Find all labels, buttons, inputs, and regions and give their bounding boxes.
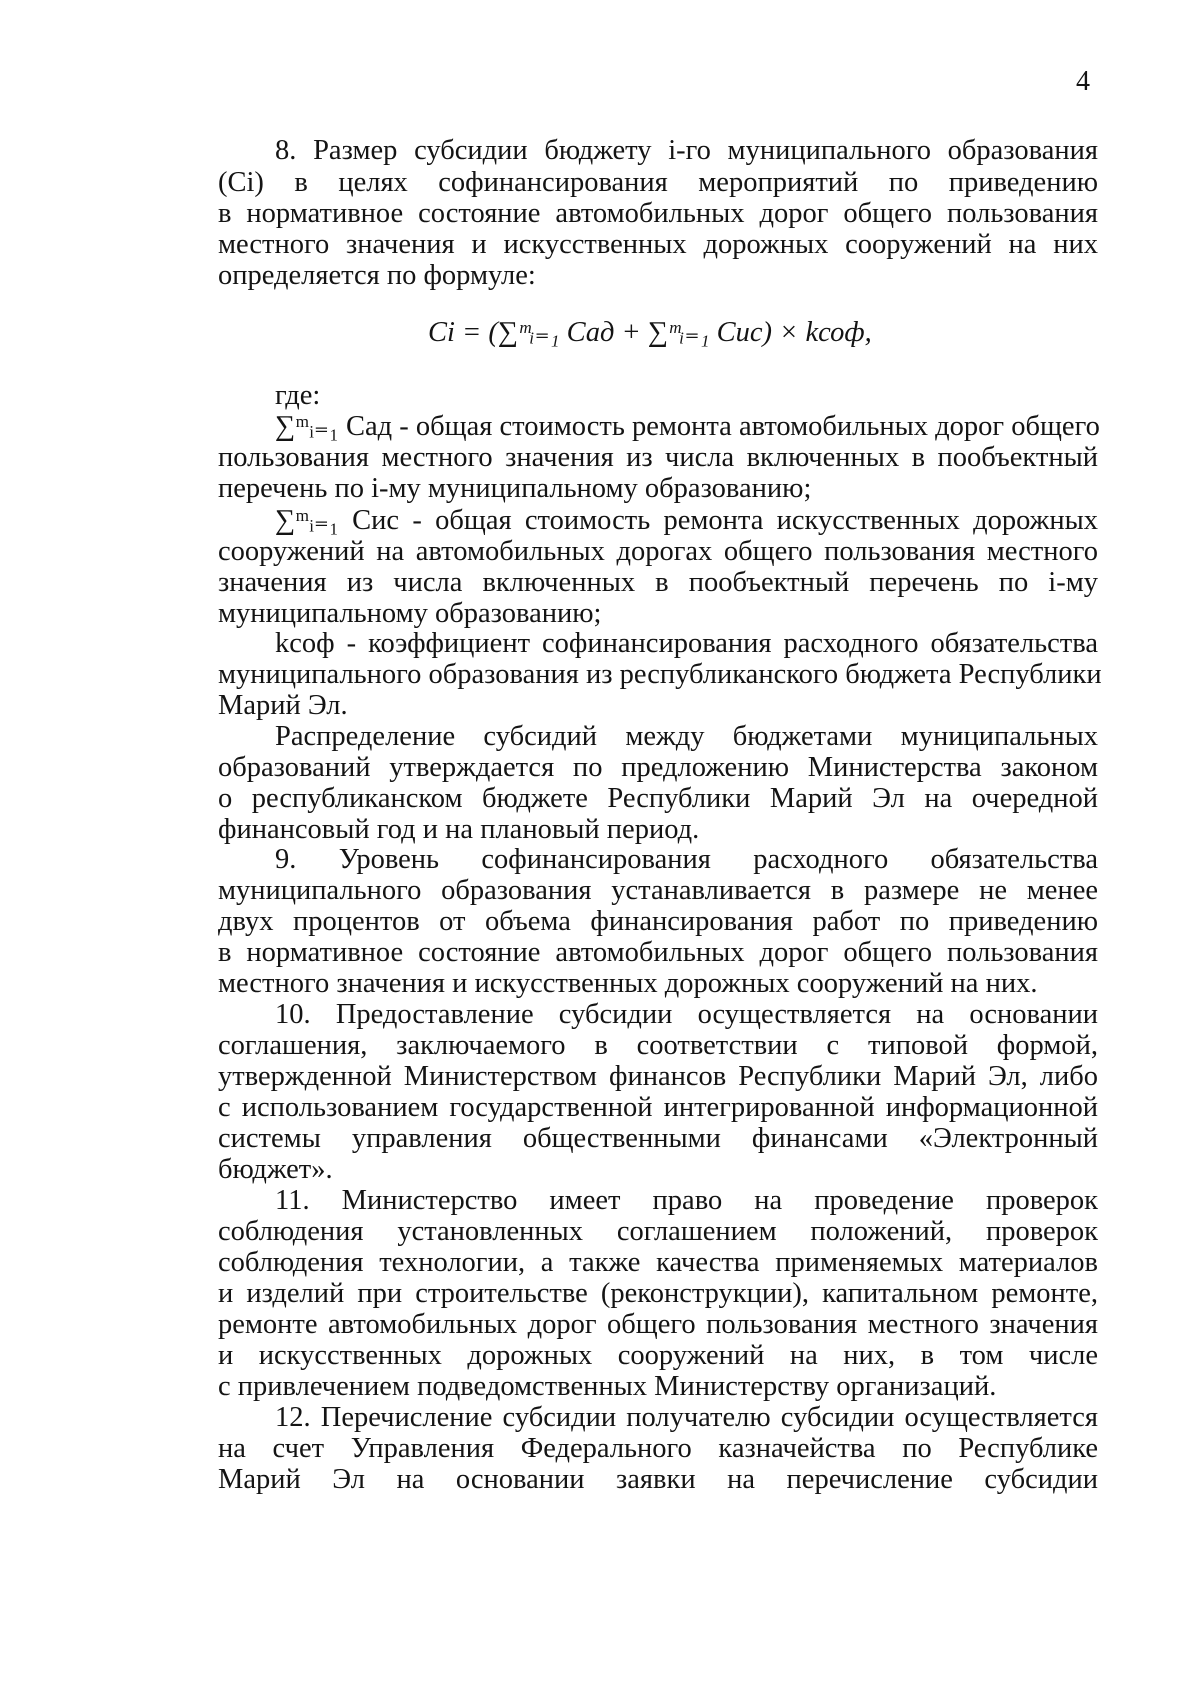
text-line: муниципального образования устанавливается в размере не менее: [218, 875, 1098, 906]
text-line: 12. Перечисление субсидии получателю субсидии осуществляется: [275, 1402, 1098, 1433]
text-line: 10. Предоставление субсидии осуществляется на основании: [275, 999, 1098, 1030]
text-line: с привлечением подведомственных Министерству организаций.: [218, 1371, 997, 1402]
text-line: с использованием государственной интегрированной информационной: [218, 1092, 1098, 1123]
text-line: Марий Эл.: [218, 690, 348, 721]
text-line: образований утверждается по предложению Министерства законом: [218, 752, 1098, 783]
text-line: местного значения и искусственных дорожных сооружений на них: [218, 229, 1098, 260]
text-line: и искусственных дорожных сооружений на них, в том числе: [218, 1340, 1098, 1371]
text-line: ∑ᵐᵢ₌₁ Cис - общая стоимость ремонта искусственных дорожных: [275, 505, 1098, 536]
text-line: соблюдения технологии, а также качества применяемых материалов: [218, 1247, 1098, 1278]
text-line: системы управления общественными финансами «Электронный: [218, 1123, 1098, 1154]
text-line: в нормативное состояние автомобильных дорог общего пользования: [218, 937, 1098, 968]
text-line: финансовый год и на плановый период.: [218, 814, 700, 845]
text-line: в нормативное состояние автомобильных дорог общего пользования: [218, 198, 1098, 229]
text-line: перечень по i-му муниципальному образованию;: [218, 473, 812, 504]
text-line: утвержденной Министерством финансов Республики Марий Эл, либо: [218, 1061, 1098, 1092]
text-line: сооружений на автомобильных дорогах общего пользования местного: [218, 536, 1098, 567]
text-line: муниципальному образованию;: [218, 598, 602, 629]
text-line: соблюдения установленных соглашением положений, проверок: [218, 1216, 1098, 1247]
text-line: и изделий при строительстве (реконструкции), капитальном ремонте,: [218, 1278, 1098, 1309]
text-line: соглашения, заключаемого в соответствии с типовой формой,: [218, 1030, 1098, 1061]
text-line: 8. Размер субсидии бюджету i-го муниципального образования: [275, 135, 1098, 166]
text-line: ∑ᵐᵢ₌₁ Cад - общая стоимость ремонта автомобильных дорог общего: [275, 411, 1100, 442]
text-line: двух процентов от объема финансирования работ по приведению: [218, 906, 1098, 937]
text-line: о республиканском бюджете Республики Марий Эл на очередной: [218, 783, 1098, 814]
text-line: где:: [275, 380, 321, 411]
text-line: определяется по формуле:: [218, 260, 536, 291]
text-line: Распределение субсидий между бюджетами муниципальных: [275, 721, 1098, 752]
text-line: пользования местного значения из числа включенных в пообъектный: [218, 442, 1098, 473]
page-number: 4: [1076, 66, 1090, 97]
text-line: муниципального образования из республиканского бюджета Республики: [218, 659, 1102, 690]
text-line: значения из числа включенных в пообъектный перечень по i-му: [218, 567, 1098, 598]
text-line: на счет Управления Федерального казначейства по Республике: [218, 1433, 1098, 1464]
text-line: 9. Уровень софинансирования расходного обязательства: [275, 844, 1098, 875]
text-line: бюджет».: [218, 1154, 333, 1185]
text-line: ремонте автомобильных дорог общего пользования местного значения: [218, 1309, 1098, 1340]
formula: Ci = (∑ᵐᵢ₌₁ Cад + ∑ᵐᵢ₌₁ Cис) × kсоф,: [428, 317, 872, 348]
text-line: kсоф - коэффициент софинансирования расходного обязательства: [275, 628, 1098, 659]
text-line: Марий Эл на основании заявки на перечисление субсидии: [218, 1464, 1098, 1495]
text-line: местного значения и искусственных дорожных сооружений на них.: [218, 968, 1038, 999]
text-line: (Ci) в целях софинансирования мероприятий по приведению: [218, 167, 1098, 198]
text-line: 11. Министерство имеет право на проведение проверок: [275, 1185, 1098, 1216]
